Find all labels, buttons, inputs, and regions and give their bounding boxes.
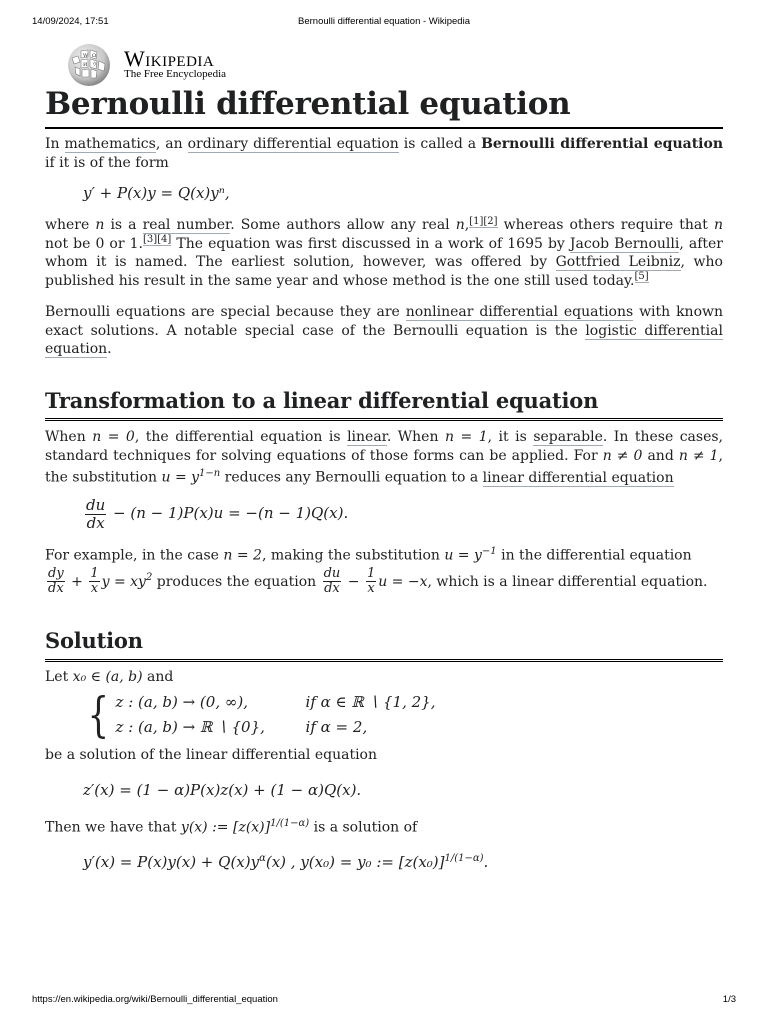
text: . (107, 341, 112, 358)
fraction-numerator: 1 (90, 565, 99, 581)
link-separable[interactable]: separable (533, 429, 603, 446)
piecewise-cases (83, 687, 723, 744)
case-condition: if α ∈ ℝ ∖ {1, 2}, (305, 693, 436, 712)
article-content (45, 84, 723, 871)
wikipedia-wordmark: Wikipedia (124, 46, 215, 71)
intro-paragraph-3 (45, 303, 723, 359)
math-inline: n ≠ 1 (678, 447, 719, 464)
text: is called a (398, 136, 482, 153)
ref-1[interactable] (469, 216, 483, 228)
print-datetime: 14/09/2024, 17:51 (32, 16, 109, 27)
print-page-number: 1/3 (722, 994, 736, 1005)
text: , making the substitution (261, 547, 445, 564)
math-n: n (455, 217, 465, 234)
text: , (464, 217, 470, 234)
fraction-denominator: dx (324, 581, 340, 597)
svg-text:W: W (83, 53, 89, 59)
text: , who published his result in the same year and whose method is the one still used today. (45, 254, 723, 289)
equation-text: . (483, 852, 489, 871)
left-brace-icon: { (87, 687, 109, 744)
text: in the differential equation (496, 547, 692, 564)
text: Then we have that (45, 819, 181, 836)
math-inline: u = −x (378, 573, 428, 590)
fraction-numerator: du (323, 565, 341, 581)
print-header (32, 16, 736, 30)
link-real-number[interactable]: real number (142, 217, 231, 234)
solution-paragraph-2: be a solution of the linear differential equation (45, 747, 377, 764)
fraction-denominator: dx (48, 581, 64, 597)
print-footer (32, 994, 736, 1008)
case-expression: z : (a, b) → ℝ ∖ {0}, (115, 718, 265, 737)
fraction-du-dx (85, 497, 106, 531)
text: reduces any Bernoulli equation to a (220, 469, 483, 486)
text: , the substitution (45, 447, 723, 486)
ref-2[interactable] (483, 216, 497, 228)
svg-text:Ω: Ω (92, 53, 97, 59)
fraction-denominator: x (367, 581, 375, 597)
math-superscript: 2 (145, 572, 153, 583)
cases-block (116, 690, 436, 740)
svg-text:И: И (83, 62, 88, 68)
case-expression: z : (a, b) → (0, ∞), (115, 693, 248, 712)
equation-text: (x) , y(x₀) = y₀ := [z(x₀)] (265, 852, 445, 871)
text: When (45, 429, 93, 446)
text: where (45, 217, 96, 234)
solution-equation (83, 853, 723, 871)
text: if it is of the form (45, 154, 169, 171)
text: . Some authors allow any real (230, 217, 456, 234)
math-inline: n = 0 (92, 429, 135, 446)
linear-z-equation (83, 781, 723, 799)
fraction-denominator: dx (86, 513, 105, 532)
math-inline: u = y (161, 469, 200, 486)
link-mathematics[interactable]: mathematics (64, 136, 156, 153)
equation-text: y′ + P(x)y = Q(x)yⁿ, (83, 184, 230, 203)
equation-text: y′(x) = P(x)y(x) + Q(x)y (83, 852, 260, 871)
text: is a solution of (309, 819, 418, 836)
fraction-1-x (89, 567, 99, 597)
math-inline: n ≠ 0 (602, 447, 643, 464)
intro-paragraph-2 (45, 216, 723, 290)
wikipedia-logo[interactable] (64, 42, 264, 88)
link-gottfried-leibniz[interactable]: Gottfried Leibniz (555, 254, 681, 271)
fraction-numerator: du (86, 496, 106, 515)
transform-paragraph-1 (45, 428, 723, 487)
ref-5-link[interactable]: [5] (634, 271, 649, 283)
text: The equation was first discussed in a work of 1695 by (171, 235, 570, 252)
transform-paragraph-2: For example, in the case n = 2, making the substitution $u = y^{-1}$ in the differential equation $\frac{dy}{dx}$ + $\frac{1}{x}$ $y = xy^2$ produces the equation $\frac{du}{dx}$ − $\frac{1}{x}$ u = −x, which is a linear differential equation. (45, 546, 708, 597)
math-inline: x₀ ∈ (a, b) (72, 668, 143, 685)
math-n: n (95, 217, 105, 234)
case-condition: if α = 2, (305, 718, 368, 737)
text: is a (104, 217, 143, 234)
text: Bernoulli equations are special because they are (45, 304, 406, 321)
equation-text: − (n − 1)P(x)u = −(n − 1)Q(x). (108, 504, 349, 523)
intro-paragraph-1 (45, 135, 723, 172)
solution-paragraph-3 (45, 815, 723, 837)
bernoulli-equation (83, 184, 723, 202)
page-title: Bernoulli differential equation (45, 84, 723, 129)
ref-2-link[interactable]: [2] (483, 215, 498, 227)
text: Let (45, 668, 73, 685)
print-doc-title: Bernoulli differential equation - Wikipedia (298, 16, 470, 27)
math-inline: n = 2 (223, 547, 262, 564)
ref-3[interactable] (143, 234, 157, 246)
fraction-numerator: dy (48, 565, 64, 581)
text: with known exact solutions. A notable special case of the Bernoulli equation is the (45, 304, 723, 339)
print-url: https://en.wikipedia.org/wiki/Bernoulli_differential_equation (32, 994, 278, 1005)
solution-paragraph-1 (45, 668, 723, 687)
math-inline: u = y (444, 547, 482, 564)
text: . In these cases, standard techniques for solving equations of those forms can be applied. For (45, 429, 724, 464)
linear-transformed-equation (83, 497, 723, 531)
link-jacob-bernoulli[interactable]: Jacob Bernoulli (569, 235, 680, 252)
section-heading-transformation: Transformation to a linear differential equation (45, 388, 723, 421)
math-n: n (713, 217, 723, 234)
math-superscript: α (259, 852, 266, 864)
ref-3-link[interactable]: [3] (142, 234, 158, 246)
wikipedia-globe-icon (64, 42, 114, 88)
text: produces the equation (152, 573, 321, 590)
link-ordinary-differential-equation[interactable]: ordinary differential equation (187, 136, 399, 153)
fraction-denominator: x (90, 581, 99, 597)
svg-text:ウ: ウ (92, 62, 98, 68)
fraction-numerator: 1 (366, 565, 376, 581)
fraction-dy-dx (47, 567, 65, 597)
case-row (116, 715, 436, 740)
ref-4-link[interactable]: [4] (157, 234, 172, 246)
wikipedia-tagline: The Free Encyclopedia (124, 68, 227, 80)
text: , an (155, 136, 188, 153)
text: , after whom it is named. The earliest solution, however, was offered by (45, 235, 723, 271)
math-superscript: 1/(1−α) (444, 852, 484, 864)
math-inline: y = xy (101, 573, 146, 590)
text: For example, in the case (45, 547, 224, 564)
equation-text: z′(x) = (1 − α)P(x)z(x) + (1 − α)Q(x). (83, 780, 362, 799)
case-row (116, 690, 436, 715)
bold-term: Bernoulli differential equation (481, 136, 723, 153)
math-superscript: −1 (481, 546, 497, 558)
text: , it is (487, 429, 534, 446)
fraction-du-dx (323, 567, 342, 597)
ref-4[interactable] (157, 234, 171, 246)
math-inline: n = 1 (444, 429, 488, 446)
link-logistic-differential-equation[interactable]: logistic differential equation (45, 322, 723, 358)
link-nonlinear-differential-equations[interactable]: nonlinear differential equations (405, 304, 634, 321)
fraction-1-x (366, 567, 376, 597)
text: and (642, 447, 679, 464)
text: and (142, 668, 174, 685)
text: , the differential equation is (134, 429, 348, 446)
text: In (45, 136, 65, 153)
text: not be 0 or 1. (45, 235, 143, 252)
link-linear[interactable]: linear (347, 429, 387, 446)
text: . When (386, 429, 445, 446)
math-superscript: 1/(1−α) (270, 817, 310, 829)
section-heading-solution: Solution (45, 628, 723, 661)
ref-5[interactable] (635, 271, 649, 283)
text: , which is a linear differential equation. (427, 573, 708, 590)
math-superscript: 1−n (199, 468, 221, 480)
ref-1-link[interactable]: [1] (469, 215, 484, 227)
math-inline: y(x) := [z(x)] (180, 819, 271, 836)
text: whereas others require that (497, 217, 714, 234)
link-linear-differential-equation[interactable]: linear differential equation (482, 469, 674, 486)
